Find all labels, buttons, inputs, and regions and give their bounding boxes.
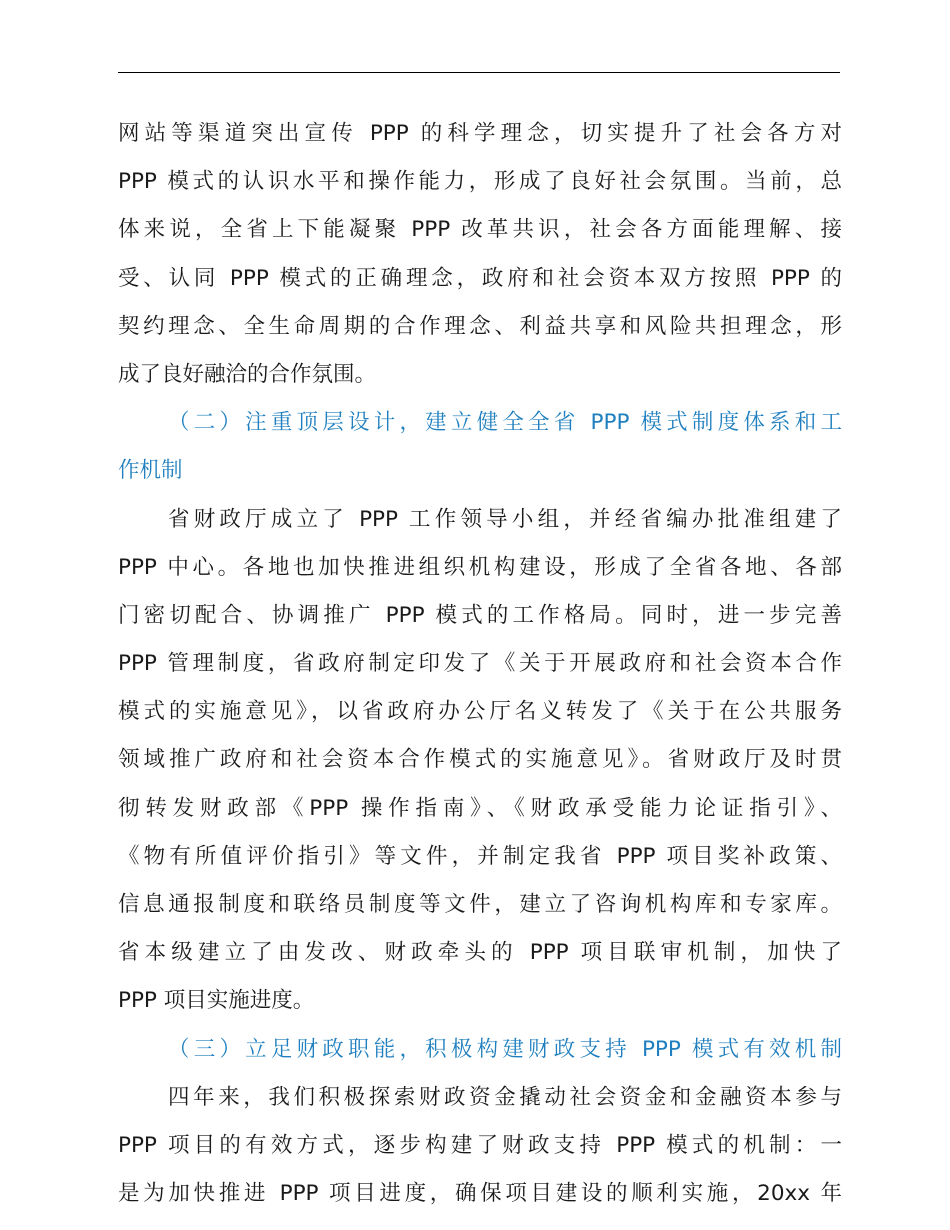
text-line: 四年来，我们积极探索财政资金撬动社会资金和金融资本参与: [168, 1084, 842, 1110]
text-line: PPP 模式的认识水平和操作能力，形成了良好社会氛围。当前，总: [118, 169, 842, 195]
text-line: 省财政厅成立了 PPP 工作领导小组，并经省编办批准组建了: [168, 506, 842, 532]
heading-line: （三）立足财政职能，积极构建财政支持 PPP 模式有效机制: [168, 1036, 842, 1062]
text-line: PPP 管理制度，省政府制定印发了《关于开展政府和社会资本合作: [118, 651, 842, 677]
paragraph-1: [118, 110, 842, 399]
text-line: 彻转发财政部《PPP 操作指南》、《财政承受能力论证指引》、: [118, 795, 842, 821]
text-line: PPP 项目的有效方式，逐步构建了财政支持 PPP 模式的机制：一: [118, 1132, 842, 1158]
text-line: 领域推广政府和社会资本合作模式的实施意见》。省财政厅及时贯: [118, 747, 842, 773]
text-line: 《物有所值评价指引》等文件，并制定我省 PPP 项目奖补政策、: [118, 843, 842, 869]
document-body: [118, 110, 842, 1218]
heading-line: （二）注重顶层设计，建立健全全省 PPP 模式制度体系和工: [168, 410, 842, 436]
text-line: 成了良好融洽的合作氛围。: [118, 361, 377, 387]
text-line: 模式的实施意见》，以省政府办公厅名义转发了《关于在公共服务: [118, 699, 842, 725]
paragraph-2: [118, 496, 842, 1026]
text-line: 是为加快推进 PPP 项目进度，确保项目建设的顺利实施，20xx 年: [118, 1181, 842, 1207]
text-line: 体来说，全省上下能凝聚 PPP 改革共识，社会各方面能理解、接: [118, 217, 842, 243]
header-rule: [118, 72, 840, 73]
text-line: PPP 项目实施进度。: [118, 988, 315, 1014]
text-line: 省本级建立了由发改、财政牵头的 PPP 项目联审机制，加快了: [118, 940, 842, 966]
text-line: 契约理念、全生命周期的合作理念、利益共享和风险共担理念，形: [118, 313, 842, 339]
heading-line: 作机制: [118, 458, 183, 484]
text-line: 信息通报制度和联络员制度等文件，建立了咨询机构库和专家库。: [118, 892, 842, 917]
section-heading-3: [118, 1026, 842, 1074]
text-line: 网站等渠道突出宣传 PPP 的科学理念，切实提升了社会各方对: [118, 121, 842, 146]
text-line: 门密切配合、协调推广 PPP 模式的工作格局。同时，进一步完善: [118, 602, 842, 628]
section-heading-2: [118, 399, 842, 495]
text-line: 受、认同 PPP 模式的正确理念，政府和社会资本双方按照 PPP 的: [118, 265, 842, 291]
text-line: PPP 中心。各地也加快推进组织机构建设，形成了全省各地、各部: [118, 554, 842, 580]
paragraph-3: [118, 1074, 842, 1219]
